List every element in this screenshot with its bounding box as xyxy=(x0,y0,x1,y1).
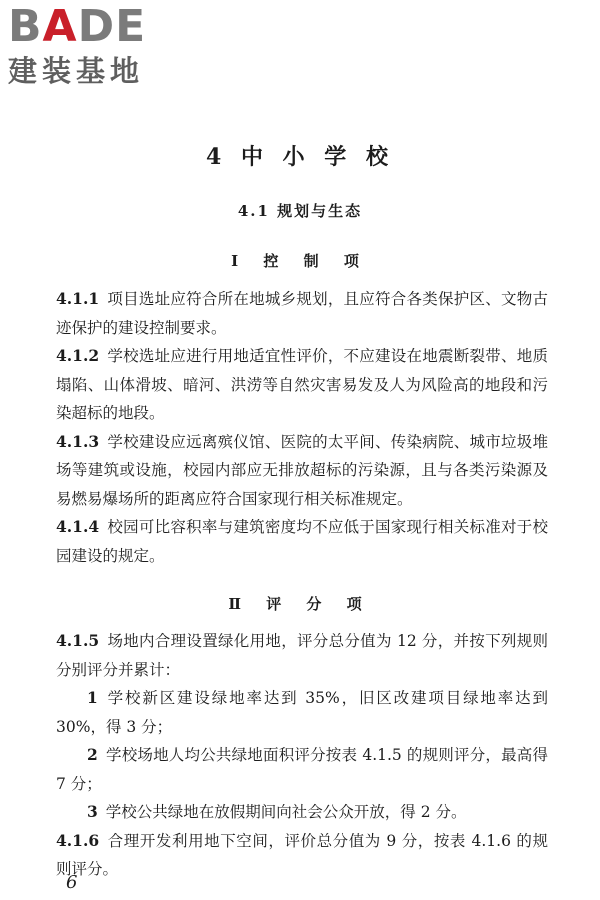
item-number: 3 xyxy=(87,802,98,821)
clause-text: 场地内合理设置绿化用地，评分总分值为 12 分，并按下列规则分别评分并累计： xyxy=(56,632,548,679)
item-text: 学校新区建设绿地率达到 35%，旧区改建项目绿地率达到 30%，得 3 分； xyxy=(56,689,548,736)
clause-number: 4.1.1 xyxy=(56,289,100,308)
control-items-heading: Ⅰ 控 制 项 xyxy=(231,252,369,270)
clause-number: 4.1.2 xyxy=(56,346,100,365)
clause-text: 合理开发利用地下空间，评价总分值为 9 分，按表 4.1.6 的规则评分。 xyxy=(56,831,548,878)
item-text: 学校公共绿地在放假期间向社会公众开放，得 2 分。 xyxy=(105,803,467,821)
bade-logo xyxy=(8,1,178,88)
clause-4-1-1 xyxy=(56,285,548,342)
clause-4-1-5 xyxy=(56,627,548,684)
section-title: 4.1 规划与生态 xyxy=(237,202,363,220)
clause-text: 校园可比容积率与建筑密度均不应低于国家现行相关标准对于校园建设的规定。 xyxy=(56,518,548,565)
logo-chinese-text: 建装基地 xyxy=(8,54,145,88)
list-item xyxy=(56,741,548,798)
item-number: 2 xyxy=(87,745,98,764)
clause-text: 项目选址应符合所在地城乡规划，且应符合各类保护区、文物古迹保护的建设控制要求。 xyxy=(56,290,548,337)
clause-text: 学校建设应远离殡仪馆、医院的太平间、传染病院、城市垃圾堆场等建筑或设施，校园内部应无排放超标的污染源，且与各类污染源及易燃易爆场所的距离应符合国家现行相关标准规定。 xyxy=(56,432,548,508)
item-text: 学校场地人均公共绿地面积评分按表 4.1.5 的规则评分，最高得 7 分； xyxy=(56,746,548,793)
control-items-body xyxy=(56,285,548,570)
page-number: 6 xyxy=(66,872,78,893)
clause-number: 4.1.4 xyxy=(56,517,100,536)
clause-number: 4.1.3 xyxy=(56,431,100,451)
clause-number: 4.1.5 xyxy=(56,631,100,650)
clause-4-1-4 xyxy=(56,513,548,570)
logo-wordmark: BADE xyxy=(8,1,147,52)
clause-4-1-2 xyxy=(56,342,548,428)
score-items-heading: Ⅱ 评 分 项 xyxy=(228,595,372,613)
clause-text: 学校选址应进行用地适宜性评价，不应建设在地震断裂带、地质塌陷、山体滑坡、暗河、洪涝等自然灾害易发及人为风险高的地段和污染超标的地段。 xyxy=(56,347,548,422)
clause-4-1-3 xyxy=(56,428,548,514)
chapter-title: 4 中 小 学 校 xyxy=(206,144,394,170)
list-item xyxy=(56,798,548,827)
clause-number: 4.1.6 xyxy=(56,830,100,850)
list-item xyxy=(56,684,548,741)
logo-accent-letter: A xyxy=(42,1,78,52)
score-items-body xyxy=(56,627,548,884)
item-number: 1 xyxy=(87,688,98,707)
clause-4-1-6 xyxy=(56,827,548,884)
